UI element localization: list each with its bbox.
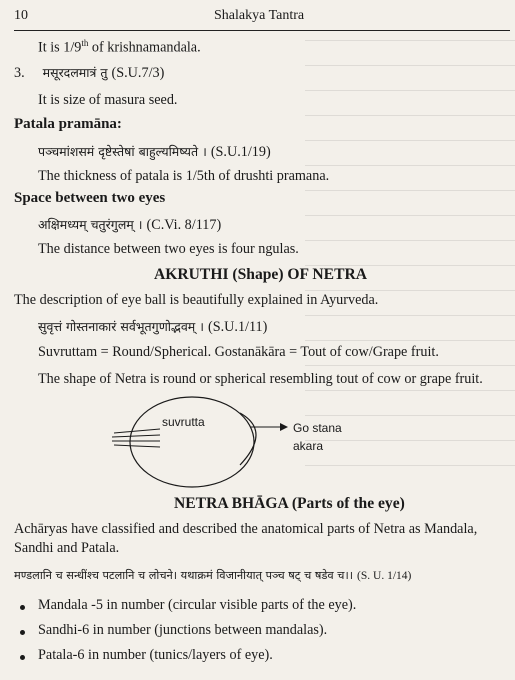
verse-reference: (S.U.1/19) [210, 144, 271, 160]
suvruttam-line: Suvruttam = Round/Spherical. Gostanākāra = Tout of cow/Grape fruit. [38, 344, 439, 360]
bullet-dot [20, 655, 25, 660]
bhaga-paragraph-line-1: Achāryas have classified and described the anatomical parts of Netra as Mandala, [14, 521, 478, 537]
sanskrit-verse: पञ्चमांशसमं दृष्टेस्तेषां बाहुल्यमिष्यते । [38, 144, 207, 159]
patala-text: The thickness of patala is 1/5th of drushti pramana. [38, 168, 330, 184]
bhaga-paragraph-line-2: Sandhi and Patala. [14, 540, 120, 556]
label-suvrutta: suvrutta [162, 415, 205, 429]
bhaga-verse-line [14, 566, 411, 584]
verse-reference: (S.U.7/3) [111, 65, 165, 81]
optic-nerve-lines [112, 429, 160, 447]
sanskrit-verse: सुवृत्तं गोस्तनाकारं सर्वभूतगुणोद्भवम् । [38, 319, 204, 334]
patala-heading: Patala pramāna: [14, 116, 122, 132]
list-item-mandala: Mandala -5 in number (circular visible parts of the eye). [38, 597, 357, 613]
akruthi-verse-line [38, 318, 267, 336]
space-verse-line [38, 216, 221, 234]
label-akara: akara [293, 439, 324, 453]
label-go-stana: Go stana [293, 421, 342, 435]
sanskrit-verse: मण्डलानि च सन्धींश्च पटलानि च लोचने। यथाक्रमं विजानीयात् पञ्च षट् च षडेव च।। [14, 569, 354, 582]
sanskrit-verse: अक्षिमध्यम् चतुरंगुलम् । [38, 217, 143, 232]
page-number: 10 [14, 8, 28, 23]
header-rule [14, 30, 510, 31]
verse-reference: (C.Vi. 8/117) [146, 217, 222, 233]
space-heading: Space between two eyes [14, 190, 166, 206]
akruthi-heading: AKRUTHI (Shape) OF NETRA [154, 266, 367, 283]
eye-diagram [100, 395, 380, 495]
masura-line: It is size of masura seed. [38, 92, 178, 108]
pointer-arrow-head [280, 423, 288, 431]
krishnamandala-line: It is 1/9th of krishnamandala. [38, 38, 201, 56]
bullet-dot [20, 605, 25, 610]
patala-verse-line [38, 143, 271, 161]
shape-text: The shape of Netra is round or spherical resembling tout of cow or grape fruit. [38, 371, 483, 387]
akruthi-intro: The description of eye ball is beautifully explained in Ayurveda. [14, 292, 379, 308]
space-text: The distance between two eyes is four ngulas. [38, 241, 299, 257]
verse-reference: (S. U. 1/14) [357, 570, 412, 582]
bullet-dot [20, 630, 25, 635]
eyeball-outline [130, 397, 254, 487]
item-number: 3. [14, 65, 25, 81]
sanskrit-verse: मसूरदलमात्रं तु [42, 65, 108, 80]
verse-reference: (S.U.1/11) [208, 319, 268, 335]
bhaga-heading: NETRA BHĀGA (Parts of the eye) [174, 495, 405, 512]
list-item-patala: Patala-6 in number (tunics/layers of eye). [38, 647, 273, 663]
item-3 [14, 64, 164, 82]
running-title: Shalakya Tantra [214, 8, 305, 23]
list-item-sandhi: Sandhi-6 in number (junctions between mandalas). [38, 622, 328, 638]
